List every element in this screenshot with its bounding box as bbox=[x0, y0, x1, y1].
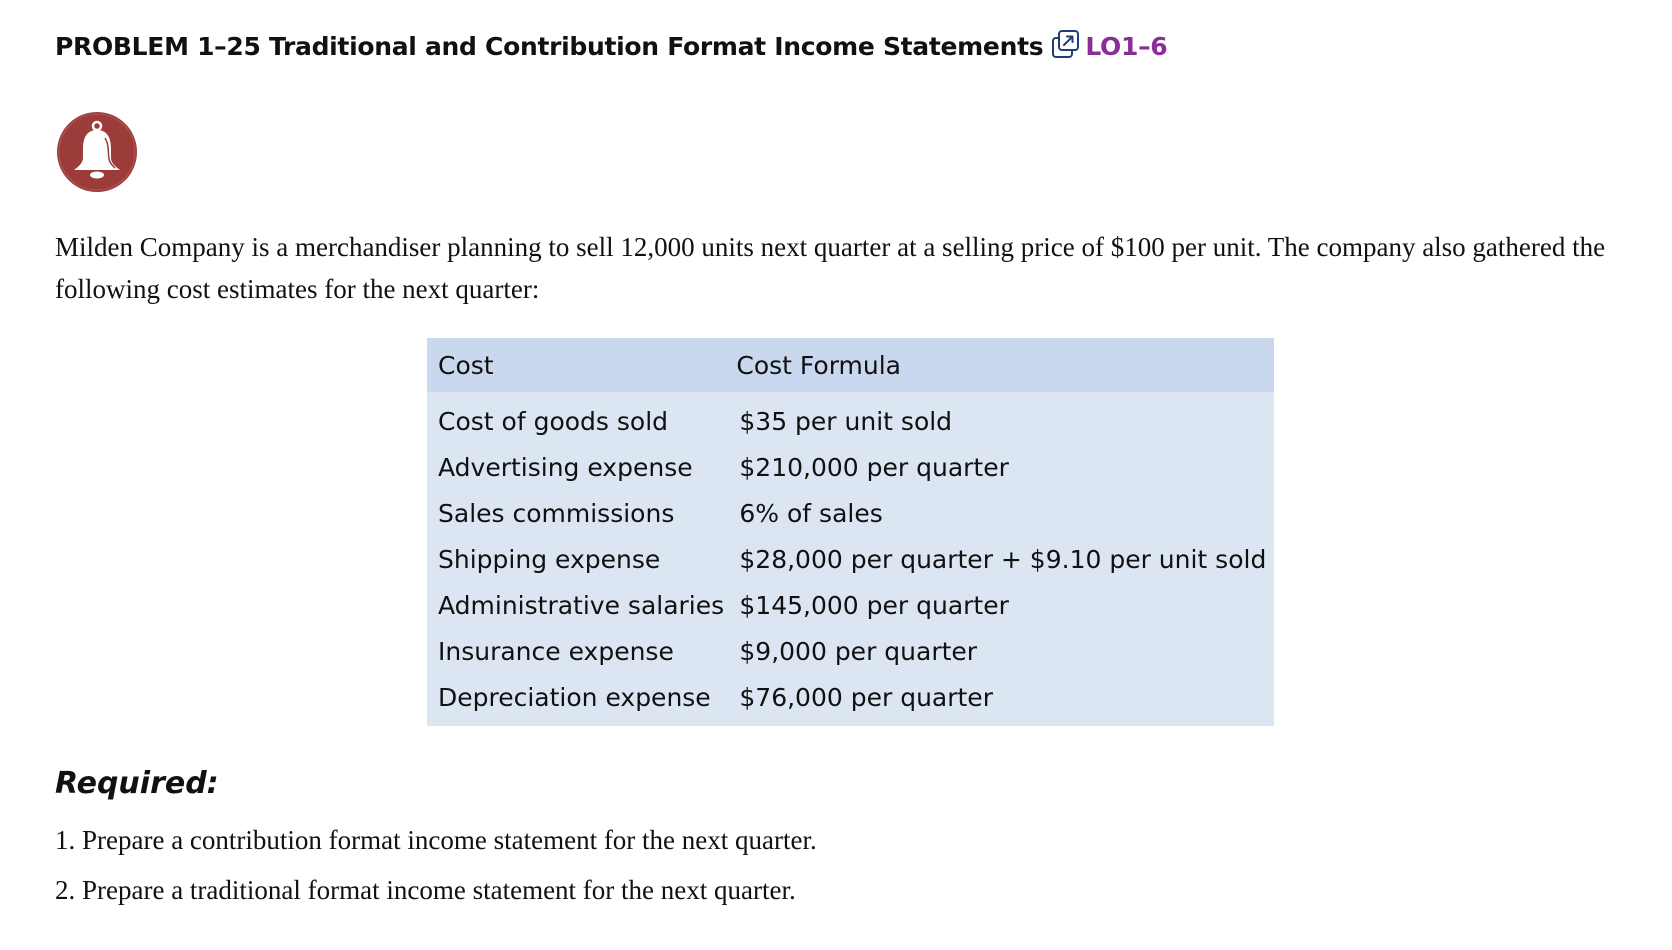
cost-name: Administrative salaries bbox=[438, 590, 725, 620]
header-cost: Cost bbox=[438, 350, 494, 380]
table-row bbox=[427, 674, 1274, 726]
table-row bbox=[427, 628, 1274, 674]
cost-name: Sales commissions bbox=[438, 498, 675, 528]
external-link-icon[interactable] bbox=[1051, 29, 1081, 59]
cost-name: Shipping expense bbox=[438, 544, 661, 574]
list-item: 1. Prepare a contribution format income statement for the next quarter. bbox=[55, 825, 817, 855]
table-row bbox=[427, 490, 1274, 536]
cost-formula: $9,000 per quarter bbox=[739, 636, 978, 666]
table-row bbox=[427, 582, 1274, 628]
cost-estimates-table bbox=[427, 338, 1274, 726]
bell-icon bbox=[56, 111, 138, 193]
problem-heading bbox=[55, 32, 1167, 61]
problem-title: PROBLEM 1–25 Traditional and Contribution Format Income Statements bbox=[55, 32, 1044, 61]
cost-formula: $35 per unit sold bbox=[739, 406, 953, 436]
table-row bbox=[427, 392, 1274, 444]
table-row bbox=[427, 444, 1274, 490]
required-heading: Required: bbox=[55, 766, 219, 801]
table-header-row bbox=[427, 338, 1274, 392]
header-cost-formula: Cost Formula bbox=[736, 350, 902, 380]
cost-formula: $210,000 per quarter bbox=[739, 452, 1009, 482]
problem-description: Milden Company is a merchandiser planning to sell 12,000 units next quarter at a selling price of $100 per unit. The company also gathered the following cost estimates for the next quarter: bbox=[55, 232, 1606, 304]
cost-formula: 6% of sales bbox=[739, 498, 883, 528]
table-row bbox=[427, 536, 1274, 582]
learning-objective-link[interactable]: LO1–6 bbox=[1085, 32, 1168, 61]
required-list bbox=[55, 815, 817, 915]
list-item: 2. Prepare a traditional format income statement for the next quarter. bbox=[55, 875, 796, 905]
cost-formula: $145,000 per quarter bbox=[739, 590, 1009, 620]
cost-name: Depreciation expense bbox=[438, 682, 711, 712]
cost-formula: $28,000 per quarter + $9.10 per unit sold bbox=[739, 544, 1267, 574]
cost-formula: $76,000 per quarter bbox=[739, 682, 993, 712]
cost-name: Insurance expense bbox=[438, 636, 674, 666]
cost-name: Advertising expense bbox=[438, 452, 693, 482]
cost-name: Cost of goods sold bbox=[438, 406, 669, 436]
